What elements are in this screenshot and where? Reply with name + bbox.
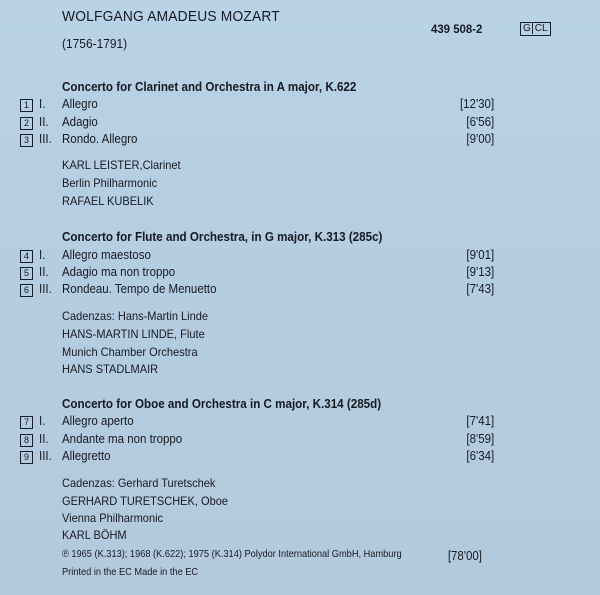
track-number: 6 xyxy=(20,284,33,297)
composer-name: WOLFGANG AMADEUS MOZART xyxy=(62,8,280,25)
track-title: Allegretto xyxy=(62,449,111,463)
performer-credit: KARL LEISTER,Clarinet xyxy=(62,158,181,172)
track-number: 9 xyxy=(20,451,33,464)
track-number: 3 xyxy=(20,134,33,147)
track-row xyxy=(20,97,494,115)
performer-credit: GERHARD TURETSCHEK, Oboe xyxy=(62,494,229,508)
track-title: Rondo. Allegro xyxy=(62,132,138,146)
track-row xyxy=(20,132,494,150)
track-row xyxy=(20,432,494,450)
orchestra-credit: Vienna Philharmonic xyxy=(62,511,164,525)
track-title: Allegro maestoso xyxy=(62,248,151,262)
printed-in-notice: Printed in the EC Made in the EC xyxy=(62,566,199,578)
track-duration: [6'34] xyxy=(466,449,494,463)
conductor-credit: HANS STADLMAIR xyxy=(62,362,159,376)
track-row xyxy=(20,115,494,133)
track-duration: [9'13] xyxy=(466,265,494,279)
movement-number: III. xyxy=(39,132,52,146)
track-duration: [7'43] xyxy=(466,282,494,296)
movement-number: II. xyxy=(39,432,49,446)
performer-credit: HANS-MARTIN LINDE, Flute xyxy=(62,327,205,341)
work-title-oboe-concerto: Concerto for Oboe and Orchestra in C major, K.314 (285d) xyxy=(62,397,382,411)
movement-number: III. xyxy=(39,449,52,463)
track-duration: [9'01] xyxy=(466,248,494,262)
orchestra-credit: Berlin Philharmonic xyxy=(62,176,158,190)
track-number: 7 xyxy=(20,416,33,429)
label-code-cl: CL xyxy=(532,23,548,34)
track-duration: [7'41] xyxy=(466,414,494,428)
label-code-box xyxy=(520,22,551,36)
conductor-credit: KARL BÖHM xyxy=(62,528,127,542)
track-number: 1 xyxy=(20,99,33,112)
cadenza-credit: Cadenzas: Hans-Martin Linde xyxy=(62,309,209,323)
label-code-g: G xyxy=(523,23,531,34)
movement-number: II. xyxy=(39,265,49,279)
orchestra-credit: Munich Chamber Orchestra xyxy=(62,345,198,359)
cadenza-credit: Cadenzas: Gerhard Turetschek xyxy=(62,476,216,490)
conductor-credit: RAFAEL KUBELIK xyxy=(62,194,154,208)
movement-number: II. xyxy=(39,115,49,129)
track-duration: [12'30] xyxy=(459,97,494,111)
track-title: Andante ma non troppo xyxy=(62,432,183,446)
track-row xyxy=(20,449,494,467)
movement-number: I. xyxy=(39,414,46,428)
track-duration: [8'59] xyxy=(466,432,494,446)
track-number: 5 xyxy=(20,267,33,280)
track-row xyxy=(20,265,494,283)
total-duration: [78'00] xyxy=(447,549,482,563)
track-duration: [9'00] xyxy=(466,132,494,146)
track-title: Rondeau. Tempo de Menuetto xyxy=(62,282,217,296)
track-row xyxy=(20,282,494,300)
track-number: 2 xyxy=(20,117,33,130)
catalog-number: 439 508-2 xyxy=(431,22,483,36)
composer-dates: (1756-1791) xyxy=(62,36,128,51)
track-number: 4 xyxy=(20,250,33,263)
work-title-flute-concerto: Concerto for Flute and Orchestra, in G major, K.313 (285c) xyxy=(62,230,383,244)
track-duration: [6'56] xyxy=(466,115,494,129)
movement-number: III. xyxy=(39,282,52,296)
track-row xyxy=(20,414,494,432)
copyright-notice: ℗ 1965 (K.313); 1968 (K.622); 1975 (K.314) Polydor International GmbH, Hamburg xyxy=(62,548,402,560)
movement-number: I. xyxy=(39,248,46,262)
movement-number: I. xyxy=(39,97,46,111)
track-title: Adagio xyxy=(62,115,98,129)
work-title-clarinet-concerto: Concerto for Clarinet and Orchestra in A major, K.622 xyxy=(62,80,357,94)
track-title: Adagio ma non troppo xyxy=(62,265,176,279)
track-number: 8 xyxy=(20,434,33,447)
track-title: Allegro aperto xyxy=(62,414,134,428)
track-row xyxy=(20,248,494,266)
track-title: Allegro xyxy=(62,97,98,111)
